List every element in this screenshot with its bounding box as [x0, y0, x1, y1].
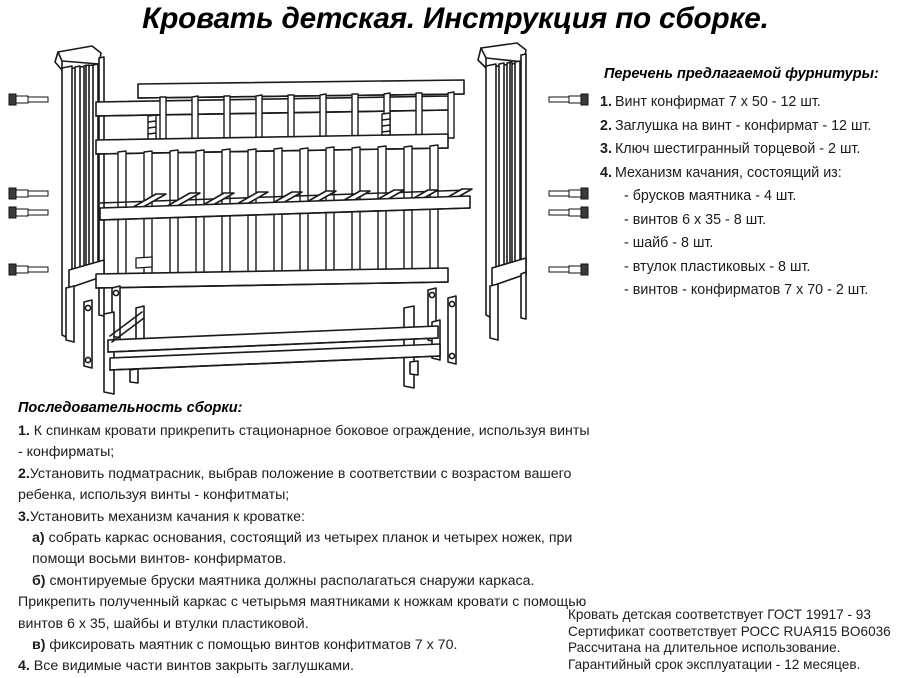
parts-list-item [600, 162, 910, 186]
confirmat-screw-icon [8, 92, 54, 108]
assembly-step [18, 507, 598, 528]
confirmat-screw-icon [543, 205, 589, 221]
parts-list-item [600, 91, 910, 115]
assembly-substep-text: смонтируемые бруски маятника должны располагаться снаружи каркаса. [45, 572, 535, 589]
assembly-step-number: 2. [18, 465, 30, 482]
headboard-left [55, 46, 104, 342]
parts-list-heading: Перечень предлагаемой фурнитуры: [604, 66, 879, 82]
assembly-substep [18, 635, 598, 656]
assembly-step-text: К спинкам кровати прикрепить стационарное боковое ограждение, используя винты - конфирматы; [18, 423, 590, 461]
certification-line: Рассчитана на длительное использование. [568, 640, 841, 656]
assembly-substep-letter: б) [32, 572, 46, 589]
assembly-substep-text: собрать каркас основания, состоящий из четырех планок и четырех ножек, при помощи восьми винтов- конфирматов. [32, 530, 573, 568]
confirmat-screw-icon [8, 262, 54, 278]
mattress-support [100, 189, 472, 220]
assembly-substep-text: фиксировать маятник с помощью винтов конфитматов 7 х 70. [45, 637, 458, 654]
confirmat-screw-icon [543, 262, 589, 278]
title-bar [0, 2, 910, 36]
parts-list-item-text: Заглушка на винт - конфирмат - 12 шт. [614, 117, 872, 134]
assembly-sequence [18, 400, 598, 678]
confirmat-screw-icon [8, 205, 54, 221]
page-title: Кровать детская. Инструкция по сборке. [141, 2, 769, 35]
assembly-step-text: Прикрепить полученный каркас с четырьмя маятниками к ножкам кровати с помощью винтов 6 х 35, шайбы и втулки пластиковой. [18, 594, 587, 632]
assembly-substep-letter: в) [32, 637, 46, 654]
assembly-sequence-heading: Последовательность сборки: [18, 400, 243, 416]
parts-list-subitem: - шайб - 8 шт. [624, 235, 714, 251]
assembly-step-text: Установить подматрасник, выбрав положение в соответствии с возрастом вашего ребенка, используя винты - конфитматы; [18, 465, 572, 504]
assembly-step [18, 656, 598, 677]
assembly-step-continuation [18, 592, 598, 635]
parts-list-item-number: 4. [600, 164, 612, 181]
parts-list-item-text: Механизм качания, состоящий из: [614, 164, 842, 181]
assembly-substep-letter: а) [32, 530, 45, 547]
certification-block [568, 607, 910, 673]
certification-line: Сертификат соответствует РОСС RUAЯ15 BO6036 [568, 623, 891, 639]
upper-back-rail [138, 80, 464, 98]
parts-list-item-number: 3. [600, 141, 612, 157]
assembly-step-number: 1. [18, 423, 30, 439]
parts-list-item-text: Винт конфирмат 7 х 50 - 12 шт. [614, 94, 821, 110]
parts-list-item-number: 1. [600, 94, 612, 110]
bracket-detail [136, 257, 152, 268]
parts-list-item-number: 2. [600, 117, 612, 134]
assembly-substep [18, 528, 598, 571]
headboard-right [478, 43, 526, 340]
parts-list-subitem: - винтов 6 х 35 - 8 шт. [624, 211, 767, 228]
parts-list-item [600, 138, 910, 162]
assembly-step-text: Все видимые части винтов закрыть заглушками. [29, 658, 354, 675]
confirmat-screw-icon [543, 186, 589, 202]
parts-list-subitem: - винтов - конфирматов 7 х 70 - 2 шт. [624, 282, 869, 298]
confirmat-screw-icon [8, 186, 54, 202]
assembly-step-number: 3. [18, 508, 30, 525]
crib-assembly-diagram [0, 40, 580, 400]
second-back-rail [96, 96, 450, 116]
assembly-step [18, 421, 598, 464]
confirmat-screw-icon [543, 92, 589, 108]
parts-list-subitem: - брусков маятника - 4 шт. [624, 188, 797, 204]
assembly-substep [18, 571, 598, 592]
rocking-base-frame [84, 286, 456, 394]
assembly-step-text: Установить механизм качания к кроватке: [29, 508, 305, 525]
assembly-step [18, 464, 598, 507]
parts-list-item-text: Ключ шестигранный торцевой - 2 шт. [614, 141, 861, 157]
parts-list-subitem: - втулок пластиковых - 8 шт. [624, 258, 811, 275]
certification-line: Гарантийный срок эксплуатации - 12 месяцев. [568, 656, 861, 672]
assembly-step-number: 4. [18, 658, 30, 675]
parts-list [600, 66, 910, 303]
certification-line: Кровать детская соответствует ГОСТ 19917 - 93 [568, 607, 871, 622]
parts-list-item [600, 115, 910, 139]
